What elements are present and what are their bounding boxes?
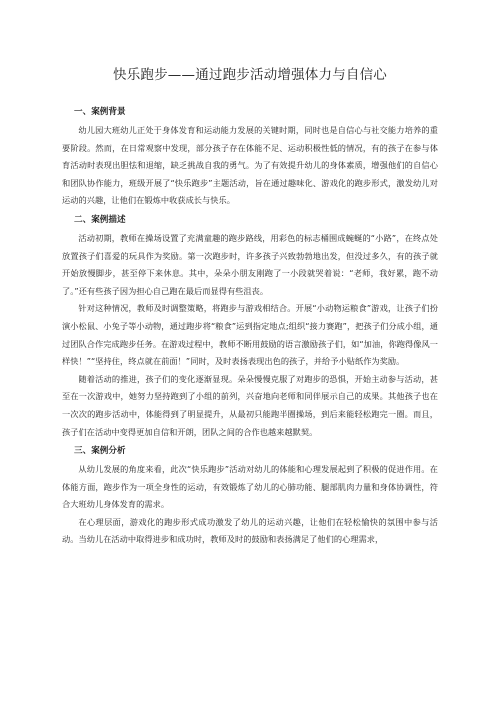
paragraph: 从幼儿发展的角度来看，此次“快乐跑步”活动对幼儿的体能和心理发展起到了积极的促进作用。在体能方面，跑步作为一项全身性的运动，有效锻炼了幼儿的心肺功能、腿部肌肉力量和身体协调性，符合大班幼儿身体发育的需求。 <box>62 464 438 510</box>
paragraph: 随着活动的推进，孩子们的变化逐渐显现。朵朵慢慢克服了对跑步的恐惧，开始主动参与活动，甚至在一次游戏中，她努力坚持跑到了小组的前列，兴奋地向老师和同伴展示自己的成果。其他孩子也在一次次的跑步活动中，体能得到了明显提升，从最初只能跑半圈操场，到后来能轻松跑完一圈。而且，孩子们在活动中变得更加自信和开朗，团队之间的合作也越来越默契。 <box>62 373 438 437</box>
section-heading: 一、案例背景 <box>74 107 126 117</box>
section-heading: 二、案例描述 <box>74 214 126 225</box>
paragraph: 活动初期，教师在操场设置了充满童趣的跑步路线，用彩色的标志桶围成蜿蜒的“小路”，在终点处放置孩子们喜爱的玩具作为奖励。第一次跑步时，许多孩子兴致勃勃地出发，但没过多久，有的孩子就开始放慢脚步，甚至停下来休息。其中，朵朵小朋友刚跑了一小段就哭着说：“老师，我好累，跑不动了。”还有些孩子因为担心自己跑在最后而显得有些沮丧。 <box>62 232 438 296</box>
section-description <box>62 213 438 441</box>
page-title: 快乐跑步——通过跑步活动增强体力与自信心 <box>113 67 387 83</box>
paragraph: 幼儿园大班幼儿正处于身体发育和运动能力发展的关键时期，同时也是自信心与社交能力培养的重要阶段。然而，在日常观察中发现，部分孩子存在体能不足、运动积极性低的情况，有的孩子在参与体育活动时表现出胆怯和退缩，缺乏挑战自我的勇气。为了有效提升幼儿的身体素质，增强他们的自信心和团队协作能力，班级开展了“快乐跑步”主题活动，旨在通过趣味化、游戏化的跑步形式，激发幼儿对运动的兴趣，让他们在锻炼中收获成长与快乐。 <box>62 125 438 206</box>
paragraph: 针对这种情况，教师及时调整策略，将跑步与游戏相结合。开展“小动物运粮食”游戏，让孩子们扮演小松鼠、小兔子等小动物，通过跑步将“粮食”运到指定地点;组织“接力赛跑”，把孩子们分成小组，通过团队合作完成跑步任务。在游戏过程中，教师不断用鼓励的语言激励孩子们，如“加油，你跑得像风一样快！”“坚持住，终点就在前面！”同时，及时表扬表现出色的孩子，并给予小贴纸作为奖励。 <box>62 303 438 367</box>
section-heading: 三、案例分析 <box>74 446 126 457</box>
paragraph: 在心理层面，游戏化的跑步形式成功激发了幼儿的运动兴趣，让他们在轻松愉快的氛围中参与活动。当幼儿在活动中取得进步和成功时，教师及时的鼓励和表扬满足了他们的心理需求， <box>62 516 438 545</box>
section-background <box>62 105 438 210</box>
section-analysis <box>62 444 438 549</box>
